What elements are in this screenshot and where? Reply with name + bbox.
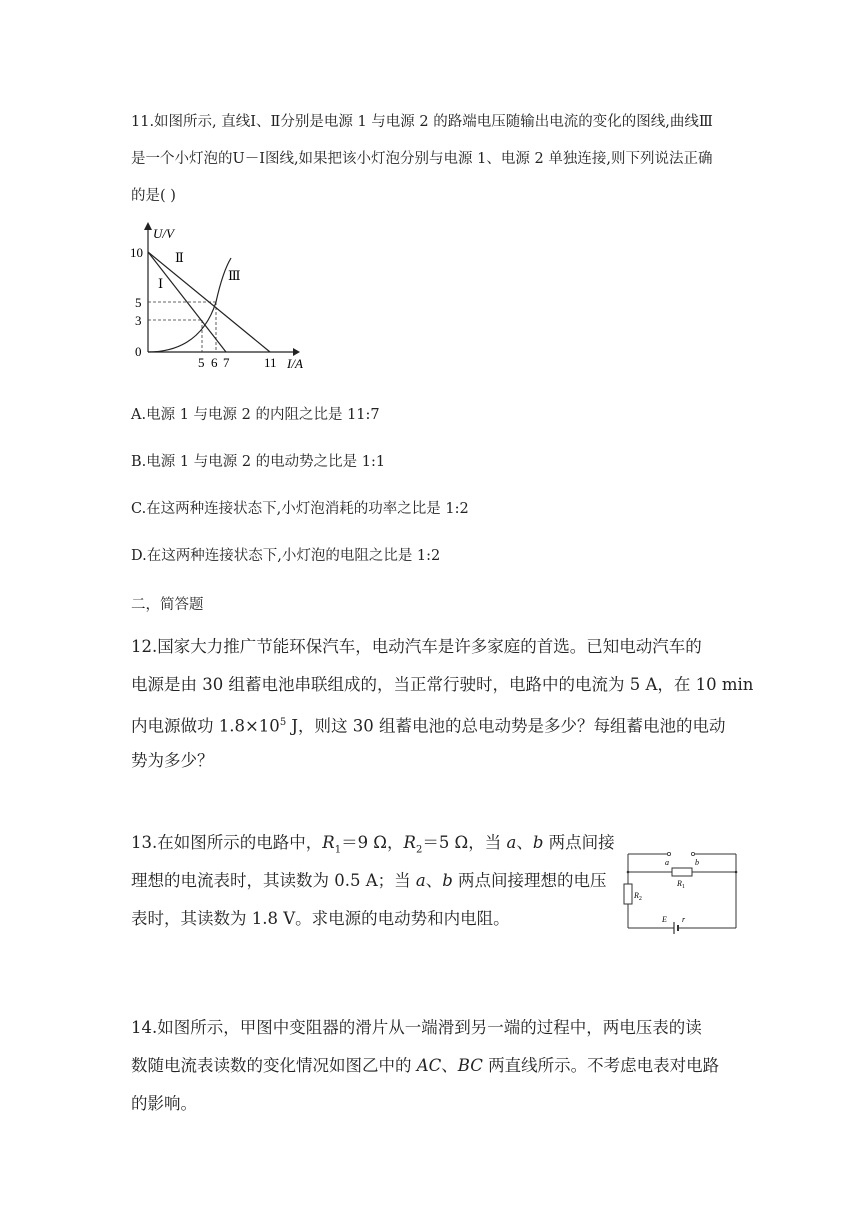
q14-line-1: 14.如图所示，甲图中变阻器的滑片从一端滑到另一端的过程中，两电压表的读 <box>131 1018 702 1037</box>
line-II <box>148 252 270 352</box>
q11-line-2: 是一个小灯泡的U－I图线,如果把该小灯泡分别与电源 1、电源 2 单独连接,则下列说法正确 <box>131 151 713 167</box>
resistor-r1 <box>672 868 692 876</box>
x-tick-7: 7 <box>223 355 230 370</box>
section-title: 二，简答题 <box>131 597 204 613</box>
u-i-graph <box>128 218 318 378</box>
q11-option-b: B.电源 1 与电源 2 的电动势之比是 1:1 <box>131 454 386 470</box>
label-III: Ⅲ <box>228 268 241 283</box>
label-r2: $R_2$ <box>634 891 642 902</box>
y-tick-3: 3 <box>135 313 142 328</box>
q11-option-c: C.在这两种连接状态下,小灯泡消耗的功率之比是 1:2 <box>131 501 469 517</box>
q11-option-d: D.在这两种连接状态下,小灯泡的电阻之比是 1:2 <box>131 548 441 564</box>
q13-line-1: 13.在如图所示的电路中，$R_1=9$ Ω，$R_2=5$ Ω，当 a、b 两点间接 <box>131 833 615 856</box>
label-a: a <box>665 858 669 867</box>
x-tick-5: 5 <box>198 355 205 370</box>
resistor-r2 <box>624 884 632 904</box>
x-tick-6: 6 <box>211 355 218 370</box>
q13-line-2: 理想的电流表时，其读数为 0.5 A；当 a、b 两点间接理想的电压 <box>131 871 607 890</box>
y-tick-10: 10 <box>130 245 143 260</box>
label-r1: $R_1$ <box>677 879 685 890</box>
q13-line-3: 表时，其读数为 1.8 V。求电源的电动势和内电阻。 <box>131 909 510 928</box>
terminal-b <box>691 852 694 855</box>
y-tick-5: 5 <box>135 295 142 310</box>
q12-line-2: 电源是由 30 组蓄电池串联组成的，当正常行驶时，电路中的电流为 5 A，在 10 min <box>131 675 754 694</box>
label-II: Ⅱ <box>175 250 184 265</box>
q12-line-3: 内电源做功 $1.8\times 10^5$ J，则这 30 组蓄电池的总电动势是多少？每组蓄电池的电动 <box>131 716 726 736</box>
y-axis-label: U/V <box>153 226 174 241</box>
q12-line-4: 势为多少？ <box>131 751 214 770</box>
q14-line-2: 数随电流表读数的变化情况如图乙中的 AC、BC 两直线所示。不考虑电表对电路 <box>131 1056 720 1075</box>
circuit-diagram <box>618 848 746 936</box>
q12-line-1: 12.国家大力推广节能环保汽车，电动汽车是许多家庭的首选。已知电动汽车的 <box>131 637 702 656</box>
x-tick-11: 11 <box>264 355 277 370</box>
terminal-a <box>667 852 670 855</box>
label-I: Ⅰ <box>158 276 164 291</box>
label-r: r <box>682 915 686 924</box>
x-axis-label: I/A <box>287 356 303 371</box>
x-axis-arrow <box>293 348 300 356</box>
q14-line-3: 的影响。 <box>131 1094 197 1113</box>
label-e: E <box>662 915 667 924</box>
y-axis-arrow <box>144 222 152 230</box>
q11-line-3: 的是( ) <box>131 188 176 204</box>
q11-line-1: 11.如图所示, 直线Ⅰ、Ⅱ分别是电源 1 与电源 2 的路端电压随输出电流的变化的图线,曲线Ⅲ <box>131 114 713 130</box>
label-b: b <box>695 858 699 867</box>
q11-option-a: A.电源 1 与电源 2 的内阻之比是 11:7 <box>131 407 380 423</box>
y-tick-0: 0 <box>135 344 142 359</box>
